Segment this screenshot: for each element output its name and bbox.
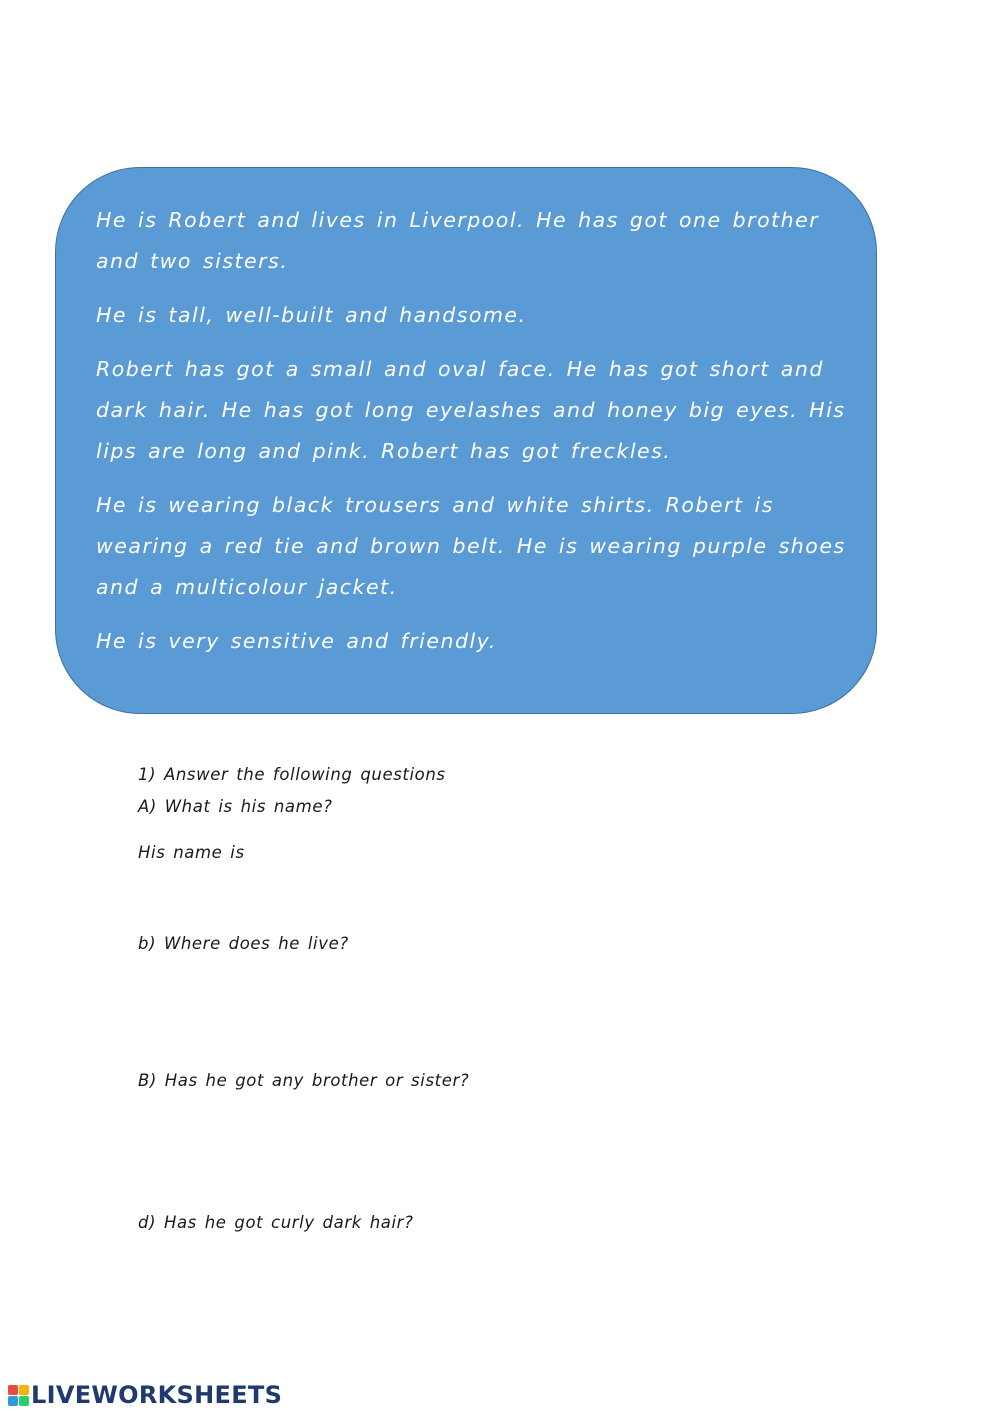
question-b: b) Where does he live? [138,934,349,953]
liveworksheets-logo-icon [8,1385,29,1406]
instruction-text: 1) Answer the following questions [138,765,446,784]
reading-paragraph: Robert has got a small and oval face. He has got short and dark hair. He has got long eyelashes and honey big eyes. His lips are long and pink. Robert has got freckles. [96,357,846,463]
logo-square [8,1385,18,1395]
logo-square [19,1385,29,1395]
reading-paragraph: He is tall, well-built and handsome. [96,303,527,327]
reading-paragraph: He is very sensitive and friendly. [96,629,497,653]
logo-square [19,1396,29,1406]
footer-logo [8,1380,282,1410]
answer-a-start: His name is [138,843,245,862]
question-d: d) Has he got curly dark hair? [138,1213,414,1232]
logo-square [8,1396,18,1406]
logo-text: LIVEWORKSHEETS [31,1381,283,1409]
reading-text [96,200,856,675]
question-a: A) What is his name? [138,797,333,816]
reading-paragraph: He is Robert and lives in Liverpool. He has got one brother and two sisters. [96,208,820,273]
question-b-upper: B) Has he got any brother or sister? [138,1071,470,1090]
reading-paragraph: He is wearing black trousers and white shirts. Robert is wearing a red tie and brown belt. He is wearing purple shoes and a multicolour jacket. [96,493,846,599]
